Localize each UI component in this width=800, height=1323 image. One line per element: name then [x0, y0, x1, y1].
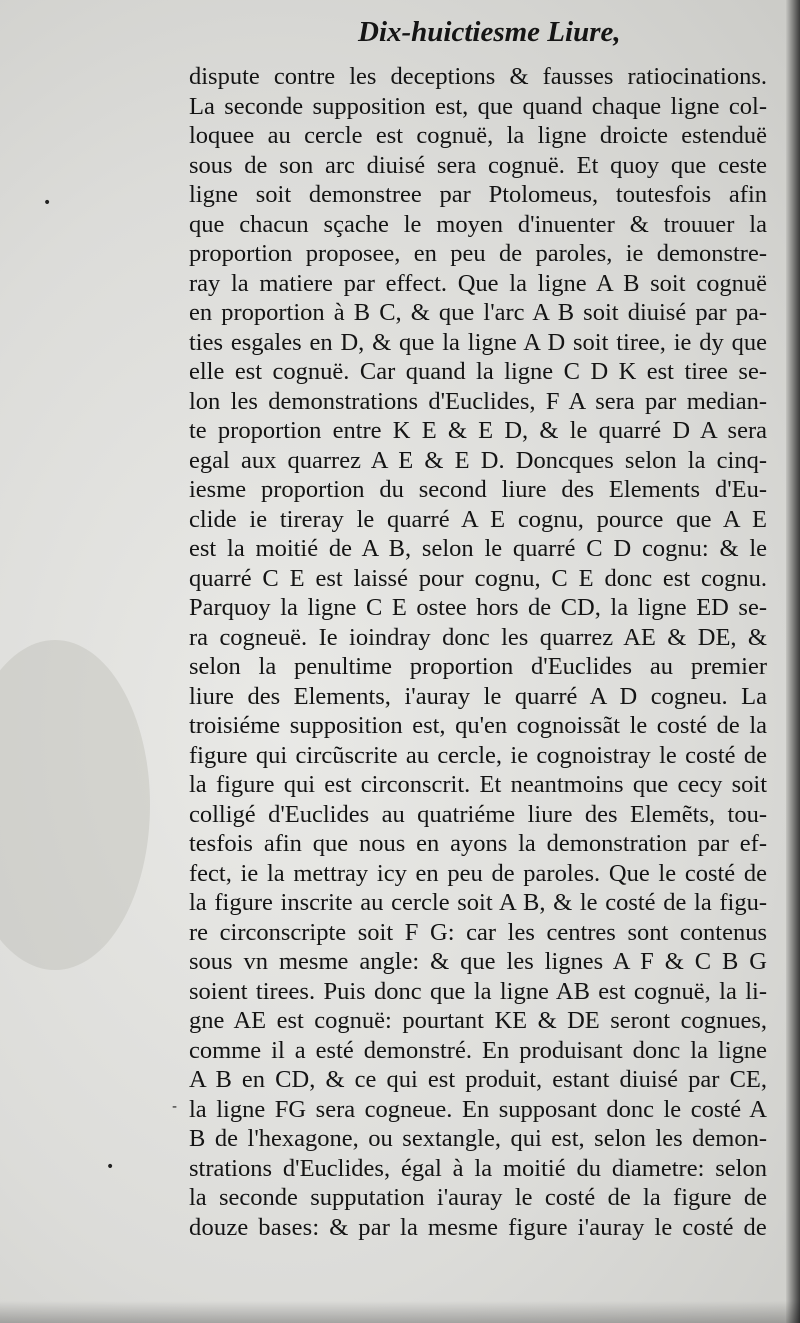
- text-line: loquee au cercle est cognuë, la ligne droicte estenduë: [189, 122, 767, 149]
- text-line: la figure qui est circonscrit. Et neantmoins que cecy soit: [189, 771, 767, 798]
- body-text: [189, 62, 767, 1242]
- text-line: strations d'Euclides, égal à la moitié du diametre: selon: [189, 1154, 767, 1182]
- text-line: clide ie tireray le quarré A E cognu, pource que A E: [189, 505, 767, 533]
- running-title: Dix-huictiesme Liure,: [358, 16, 621, 48]
- text-line: selon la penultime proportion d'Euclides au premier: [189, 653, 767, 680]
- text-line: la ligne FG sera cogneue. En supposant donc le costé A: [189, 1095, 767, 1123]
- text-line: Parquoy la ligne C E ostee hors de CD, la ligne ED se-: [189, 594, 767, 621]
- text-line: ties esgales en D, & que la ligne A D soit tiree, ie dy que: [189, 328, 767, 356]
- text-line: sous vn mesme angle: & que les lignes A F & C B G: [189, 948, 767, 975]
- text-line: ra cogneuë. Ie ioindray donc les quarrez AE & DE, &: [189, 623, 767, 651]
- book-spine-edge: [786, 0, 800, 1323]
- text-line: elle est cognuë. Car quand la ligne C D K est tiree se-: [189, 358, 767, 385]
- text-line: iesme proportion du second liure des Elements d'Eu-: [189, 476, 767, 503]
- text-line: quarré C E est laissé pour cognu, C E donc est cognu.: [189, 564, 767, 592]
- text-line: figure qui circũscrite au cercle, ie cognoistray le costé de: [189, 741, 767, 769]
- text-line: la seconde supputation i'auray le costé de la figure de: [189, 1184, 767, 1211]
- text-line: comme il a esté demonstré. En produisant donc la ligne: [189, 1036, 767, 1064]
- text-line: en proportion à B C, & que l'arc A B soit diuisé par pa-: [189, 299, 767, 326]
- text-line: ray la matiere par effect. Que la ligne A B soit cognuë: [189, 269, 767, 297]
- text-line: ligne soit demonstree par Ptolomeus, toutesfois afin: [189, 181, 767, 208]
- text-line: sous de son arc diuisé sera cognuë. Et quoy que ceste: [189, 151, 767, 179]
- text-line: gne AE est cognuë: pourtant KE & DE seront cognues,: [189, 1007, 767, 1034]
- text-line: douze bases: & par la mesme figure i'auray le costé de: [189, 1213, 767, 1241]
- text-line: proportion proposee, en peu de paroles, ie demonstre-: [189, 240, 767, 267]
- text-line: liure des Elements, i'auray le quarré A D cogneu. La: [189, 682, 767, 710]
- ink-dash-mark: -: [172, 1099, 178, 1115]
- text-line: la figure inscrite au cercle soit A B, & le costé de la figu-: [189, 889, 767, 916]
- text-line: La seconde supposition est, que quand chaque ligne col-: [189, 92, 767, 120]
- page-bottom-shadow: [0, 1301, 800, 1323]
- text-line: que chacun sçache le moyen d'inuenter & trouuer la: [189, 210, 767, 238]
- text-line: lon les demonstrations d'Euclides, F A sera par median-: [189, 387, 767, 415]
- text-line: colligé d'Euclides au quatriéme liure des Elemẽts, tou-: [189, 800, 767, 828]
- paper-stain: [0, 640, 150, 970]
- text-line: fect, ie la mettray icy en peu de paroles. Que le costé de: [189, 859, 767, 887]
- text-line: est la moitié de A B, selon le quarré C D cognu: & le: [189, 535, 767, 562]
- text-line: soient tirees. Puis donc que la ligne AB est cognuë, la li-: [189, 977, 767, 1005]
- text-line: troisiéme supposition est, qu'en cognoissãt le costé de la: [189, 712, 767, 739]
- text-line: egal aux quarrez A E & E D. Doncques selon la cinq-: [189, 446, 767, 474]
- ink-dot-mark: •: [106, 1159, 115, 1175]
- text-line: B de l'hexagone, ou sextangle, qui est, selon les demon-: [189, 1125, 767, 1152]
- text-line: tesfois afin que nous en ayons la demonstration par ef-: [189, 830, 767, 857]
- text-line: dispute contre les deceptions & fausses ratiocinations.: [189, 63, 767, 90]
- text-line: te proportion entre K E & E D, & le quarré D A sera: [189, 417, 767, 444]
- ink-dot-mark: •: [43, 195, 52, 211]
- text-line: re circonscripte soit F G: car les centres sont contenus: [189, 918, 767, 946]
- text-line: A B en CD, & ce qui est produit, estant diuisé par CE,: [189, 1066, 767, 1093]
